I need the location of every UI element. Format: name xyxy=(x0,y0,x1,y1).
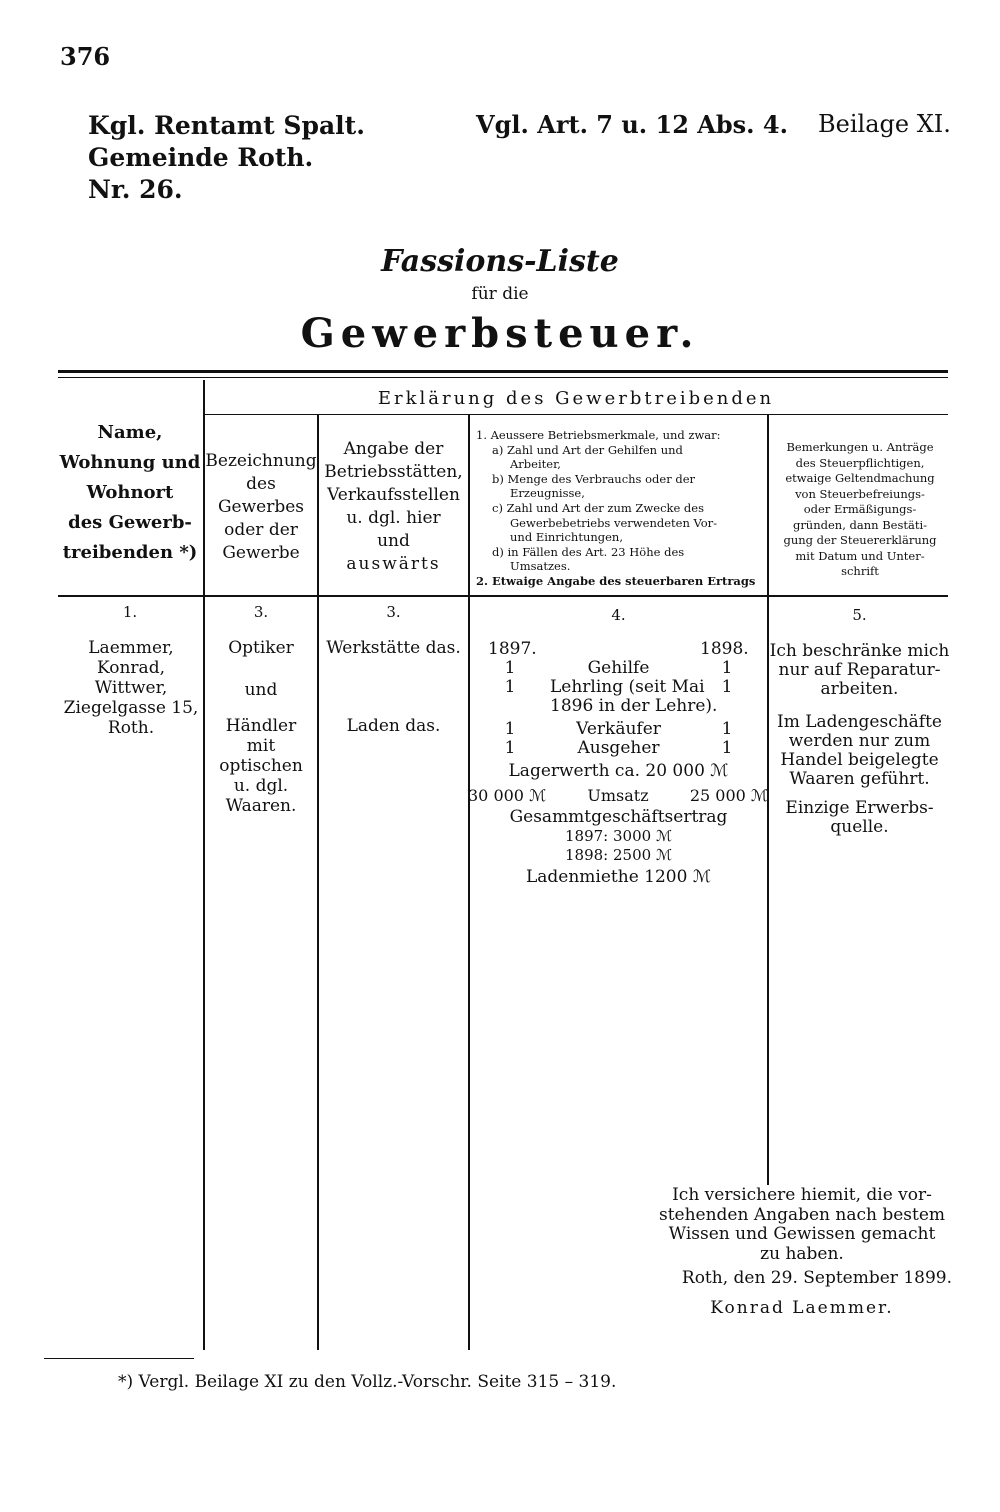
profit-label: Gesammtgeschäftsertrag xyxy=(509,807,728,827)
date-line: Roth, den 29. September 1899. xyxy=(681,1268,952,1288)
column-header-trade: Bezeichnung des Gewerbes oder der Gewerbe xyxy=(205,451,317,563)
profit-1897: 1897: 3000 ℳ xyxy=(565,827,672,845)
turnover-line: 30 000 ℳ Umsatz 25 000 ℳ xyxy=(468,786,768,805)
staff-row: 1 Ausgeher 1 xyxy=(504,738,733,758)
page-number: 376 xyxy=(60,42,111,71)
column-number-1: 1. xyxy=(122,603,138,621)
column-header-name: Name, Wohnung und Wohnort des Gewerb- treibenden *) xyxy=(59,422,201,563)
group-header: Erklärung des Gewerbtreibenden xyxy=(377,388,775,409)
column-number-2: 3. xyxy=(253,603,269,621)
legal-reference: Vgl. Art. 7 u. 12 Abs. 4. xyxy=(476,110,788,139)
taxpayer-remarks: Ich beschränke mich nur auf Reparatur- arbeiten. Im Ladengeschäfte werden nur zum Handel beigelegte Waaren geführt. Einzige Erwerbs- quelle. xyxy=(769,641,950,837)
detail-year-1898: 1898. xyxy=(700,639,749,659)
profit-1898: 1898: 2500 ℳ xyxy=(565,846,672,864)
appendix-label: Beilage XI. xyxy=(818,110,951,138)
signature: Konrad Laemmer. xyxy=(710,1298,894,1318)
table-top-rule-thin xyxy=(58,377,948,378)
list-number: Nr. 26. xyxy=(88,175,183,204)
staff-row: 1 Verkäufer 1 xyxy=(504,719,733,739)
declaration-text: Ich versichere hiemit, die vor- stehenden Angaben nach bestem Wissen und Gewissen gemacht zu haben. xyxy=(658,1185,946,1264)
staff-table xyxy=(470,659,767,758)
staff-row: 1896 in der Lehre). xyxy=(550,696,718,716)
stock-value: Lagerwerth ca. 20 000 ℳ xyxy=(508,761,729,781)
column-number-3: 3. xyxy=(386,603,401,621)
document-heading: Gewerbsteuer. xyxy=(300,310,700,357)
detail-year-1897: 1897. xyxy=(488,639,537,659)
table-top-rule xyxy=(58,370,948,373)
office-name: Kgl. Rentamt Spalt. xyxy=(88,111,365,140)
header-bottom-rule xyxy=(58,595,948,597)
column-header-details: 1. Aeussere Betriebsmerkmale, und zwar: a) Zahl und Art der Gehilfen und Arbeiter, b) Menge des Verbrauchs oder der Erzeugnisse, c) Zahl und Art der zum Zwecke des Gewerbebetriebs verwendeten Vor- und Einrichtungen, d) in Fällen des Art. 23 Höhe des Umsatzes. 2. Etwaige Angabe des steuerbaren Ertrags xyxy=(476,428,756,588)
staff-row: 1 Lehrling (seit Mai 1 xyxy=(504,677,733,697)
column-header-locations: Angabe der Betriebsstätten, Verkaufsstellen u. dgl. hier und auswärts xyxy=(324,439,463,574)
staff-row: 1 Gehilfe 1 xyxy=(504,658,733,678)
municipality-name: Gemeinde Roth. xyxy=(88,143,314,172)
taxpayer-name: Laemmer, Konrad, Wittwer, Ziegelgasse 15, Roth. xyxy=(63,638,199,738)
header-left xyxy=(88,110,365,206)
shop-rent: Ladenmiethe 1200 ℳ xyxy=(525,867,712,887)
footnote-divider xyxy=(44,1358,194,1359)
document-subtitle: für die xyxy=(471,284,529,304)
column-number-5: 5. xyxy=(852,606,867,624)
group-header-rule xyxy=(204,414,948,415)
business-locations: Werkstätte das. Laden das. xyxy=(326,638,461,736)
document-title: Fassions-Liste xyxy=(381,244,619,279)
column-header-remarks: Bemerkungen u. Anträge des Steuerpflichtigen, etwaige Geltendmachung von Steuerbefreiungs- oder Ermäßigungs- gründen, dann Bestäti- gung der Steuererklärung mit Datum und Unter- schrift xyxy=(783,440,937,578)
footnote: *) Vergl. Beilage XI zu den Vollz.-Vorschr. Seite 315 – 319. xyxy=(118,1372,617,1392)
trade-description: Optiker und Händler mit optischen u. dgl. Waaren. xyxy=(219,638,303,816)
column-number-4: 4. xyxy=(611,606,626,624)
